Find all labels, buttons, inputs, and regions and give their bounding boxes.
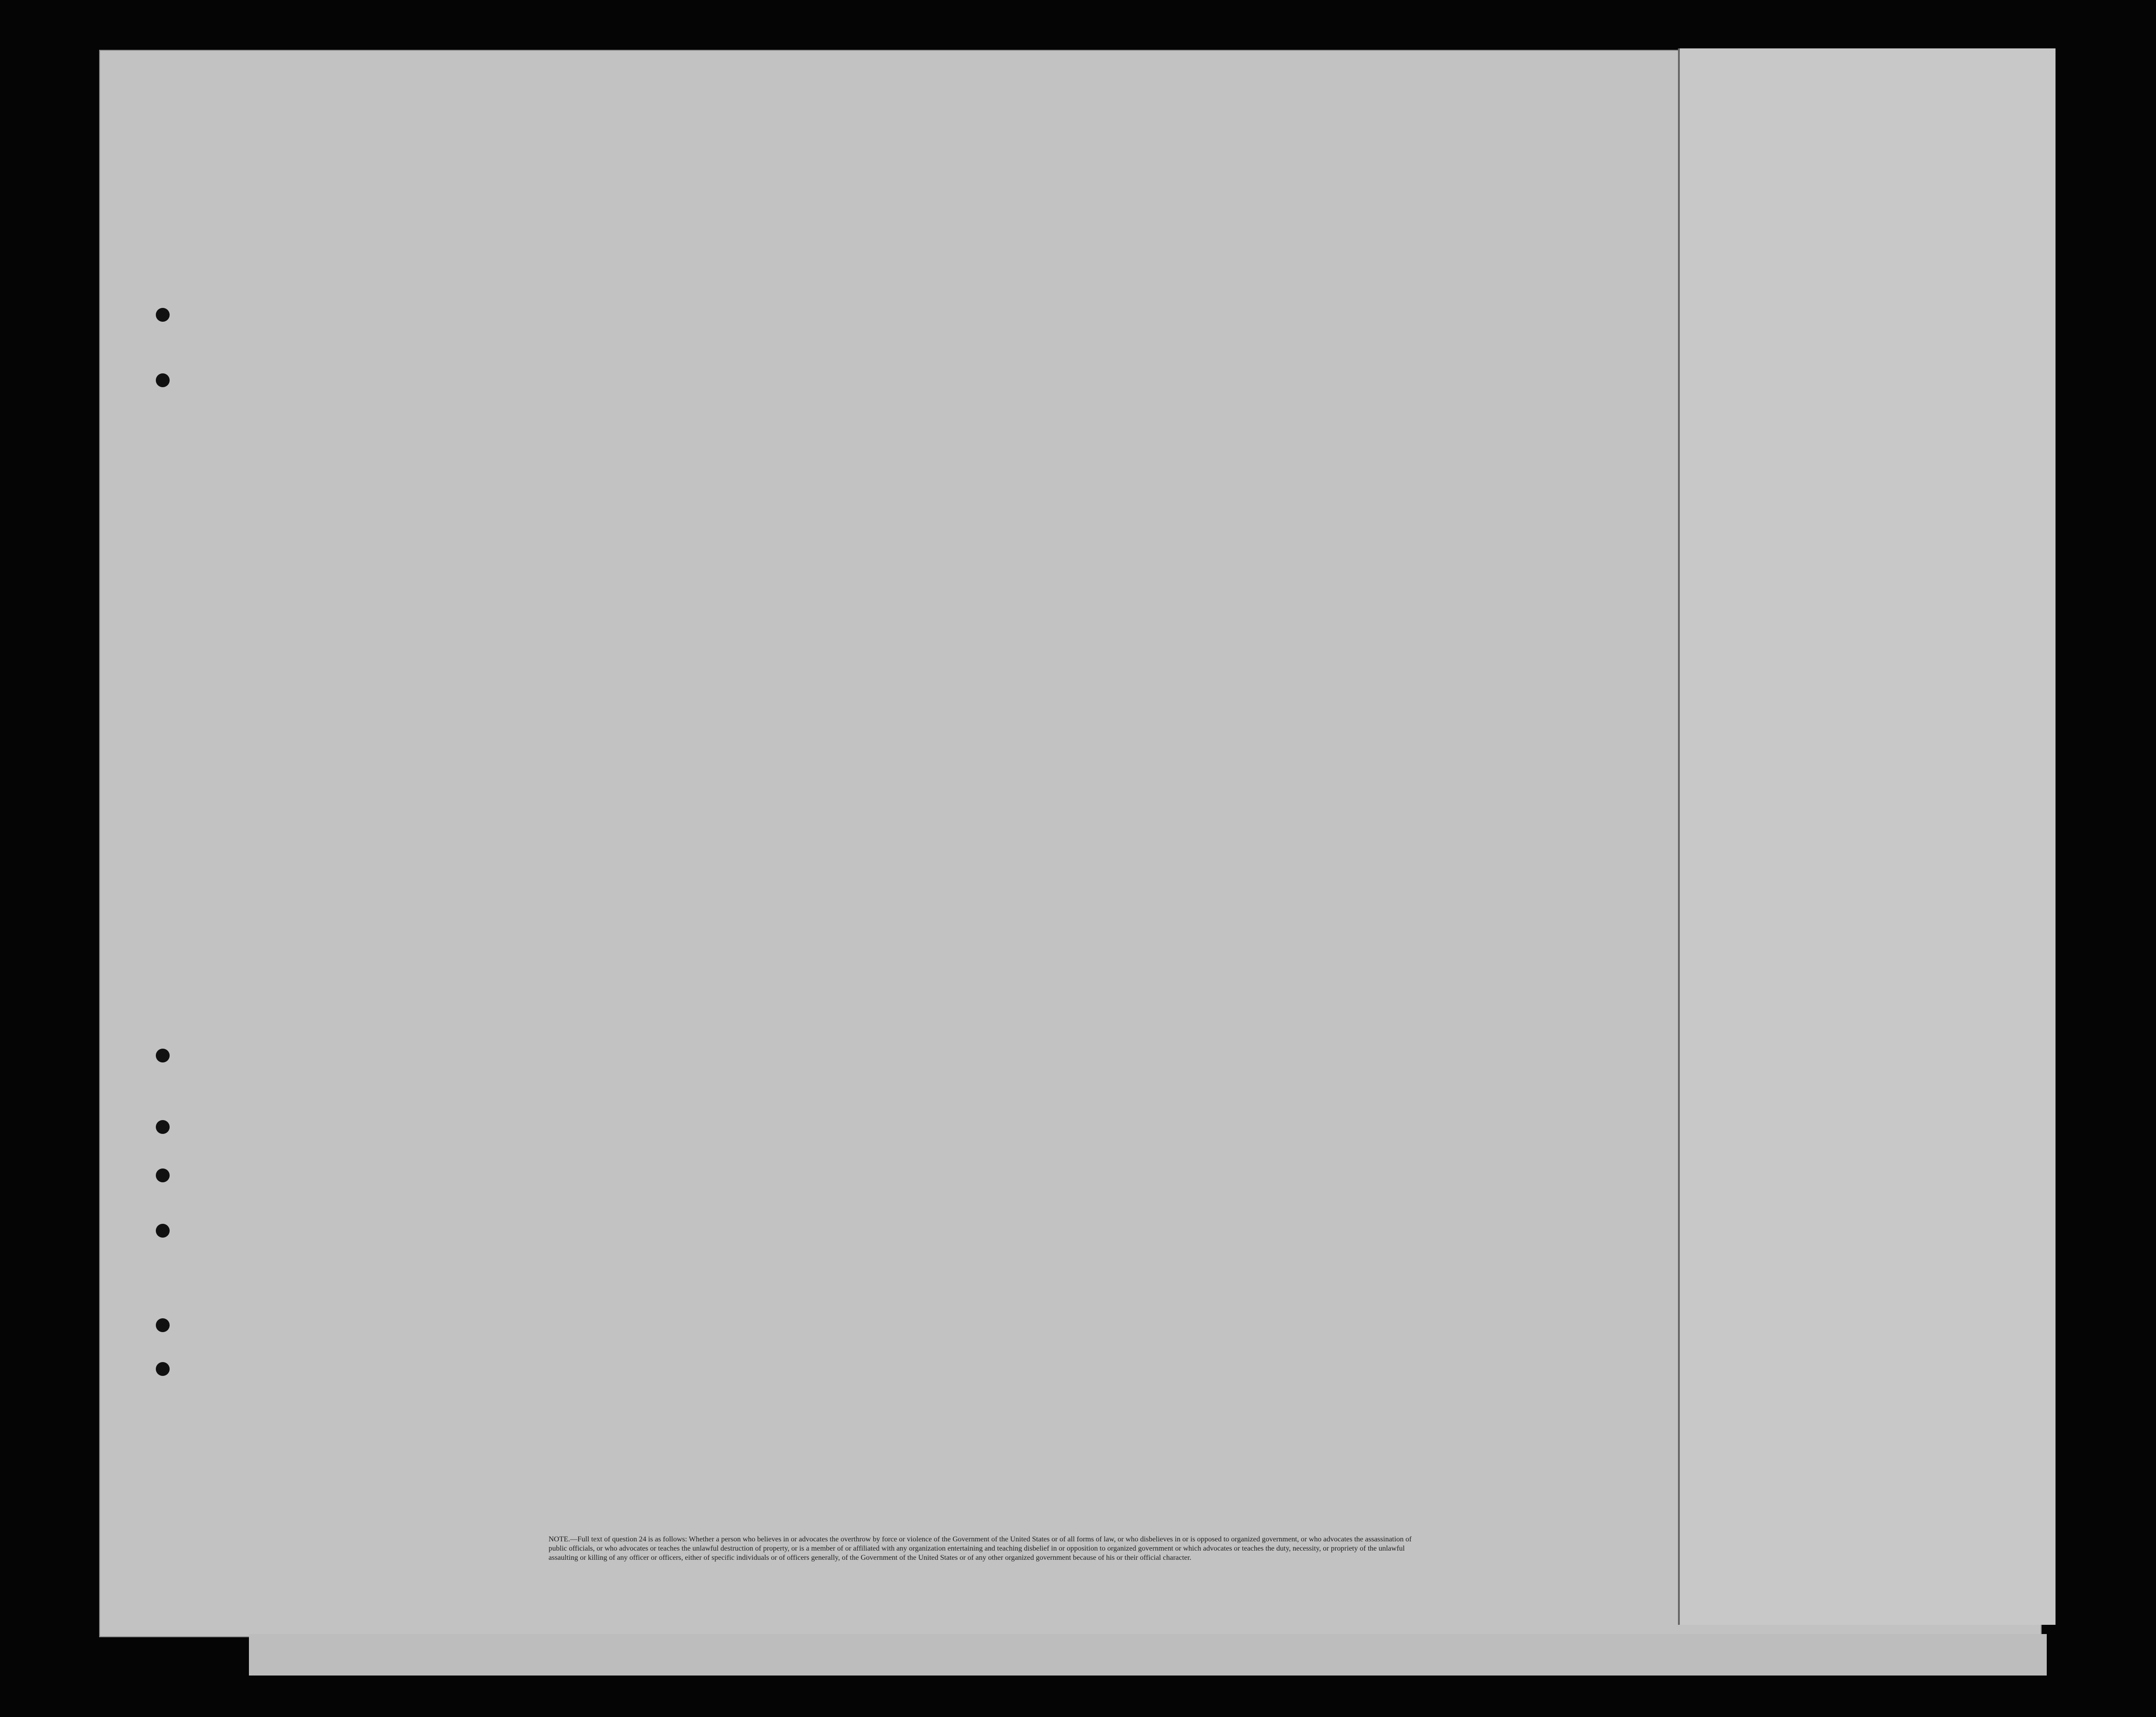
footnote-text: NOTE.—Full text of question 24 is as follows: Whether a person who believes in or advocates the overthrow by force or violence of the Government of the United States or of all forms of law, or who disbelieves in or is opposed to organized government, or who advocates the assassination of public officials, or who advocates or teaches the unlawful destruction of property, or is a member of or affiliated with any organization entertaining and teaching disbelief in or opposition to organized government or which advocates or teaches the duty, necessity, or propriety of the unlawful assaulting or killing of any officer or officers, either of specific individuals or of officers generally, of the Government of the United States or of any other organized government because of his or their official character. (549, 1535, 1412, 1562)
footnote (549, 1535, 1424, 1563)
